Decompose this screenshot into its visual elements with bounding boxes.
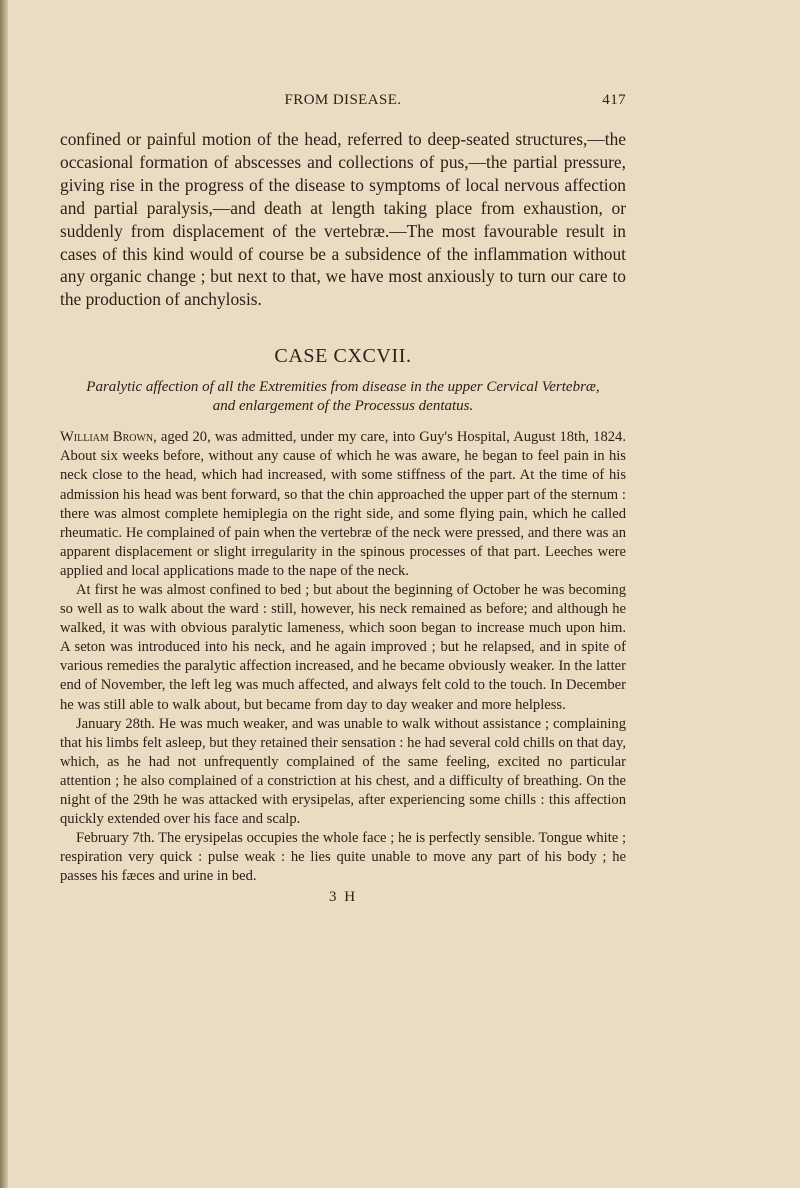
case-paragraph-3: January 28th. He was much weaker, and was unable to walk without assistance ; complaining that his limbs felt asleep, but they retained their sensation : he had several cold chills on that day, which, as he had not unfrequently complained of the same feeling, excited no particular attention ; he also complained of a constriction at his chest, and a difficulty of breathing. On the night of the 29th he was attacked with erysipelas, after experiencing some chills : this affection quickly extended over his face and scalp. <box>60 715 626 828</box>
case-paragraph-1 <box>60 428 626 581</box>
running-head <box>60 92 626 116</box>
running-title: FROM DISEASE. <box>284 92 402 108</box>
signature-mark: 3 H <box>328 888 358 905</box>
case-paragraph-1-text: , aged 20, was admitted, under my care, into Guy's Hospital, August 18th, 1824. About six weeks before, without any cause of which he was aware, he began to feel pain in his neck close to the head, which had increased, with some stiffness of the part. At the time of his admission his head was bent forward, so that the chin approached the upper part of the sternum : there was almost complete hemiplegia on the right side, and some flying pain, which he called rheumatic. He complained of pain when the vertebræ of the neck were pressed, and there was an apparent displacement or slight irregularity in the spinous processes of that part. Leeches were applied and local applications made to the nape of the neck. <box>60 429 626 579</box>
patient-name: William Brown <box>60 429 154 446</box>
case-heading: CASE CXCVII. <box>274 345 412 368</box>
case-subtitle-line-2: and enlargement of the Processus dentatus. <box>212 398 474 415</box>
intro-paragraph: confined or painful motion of the head, referred to deep-seated structures,—the occasional formation of abscesses and collections of pus,—the partial pressure, giving rise in the progress of the disease to symptoms of local nervous affection and partial paralysis,—and death at length taking place from exhaustion, or suddenly from displacement of the vertebræ.—The most favourable result in cases of this kind would of course be a subsidence of the inflammation without any organic change ; but next to that, we have most anxiously to turn our care to the production of anchylosis. <box>60 129 626 310</box>
page-binding-edge <box>0 0 8 1188</box>
case-subtitle-line-1: Paralytic affection of all the Extremities from disease in the upper Cervical Vertebræ, <box>86 379 600 396</box>
case-paragraph-4: February 7th. The erysipelas occupies the whole face ; he is perfectly sensible. Tongue white ; respiration very quick : pulse weak : he lies quite unable to move any part of his body ; he passes his fæces and urine in bed. <box>60 830 626 885</box>
intro-paragraph-block <box>60 128 626 311</box>
page-number: 417 <box>602 92 626 108</box>
book-page <box>60 92 626 906</box>
case-paragraph-2: At first he was almost confined to bed ; but about the beginning of October he was becoming so well as to walk about the ward : still, however, his neck remained as before; and although he walked, it was with obvious paralytic lameness, which soon began to increase much upon him. A seton was introduced into his neck, and he again improved ; but he relapsed, and in spite of various remedies the paralytic affection increased, and he became obviously weaker. In the latter end of November, the left leg was much affected, and always felt cold to the touch. In December he was still able to walk about, but became from day to day weaker and more helpless. <box>60 582 626 713</box>
case-body <box>60 428 626 886</box>
case-subtitle <box>60 378 626 416</box>
